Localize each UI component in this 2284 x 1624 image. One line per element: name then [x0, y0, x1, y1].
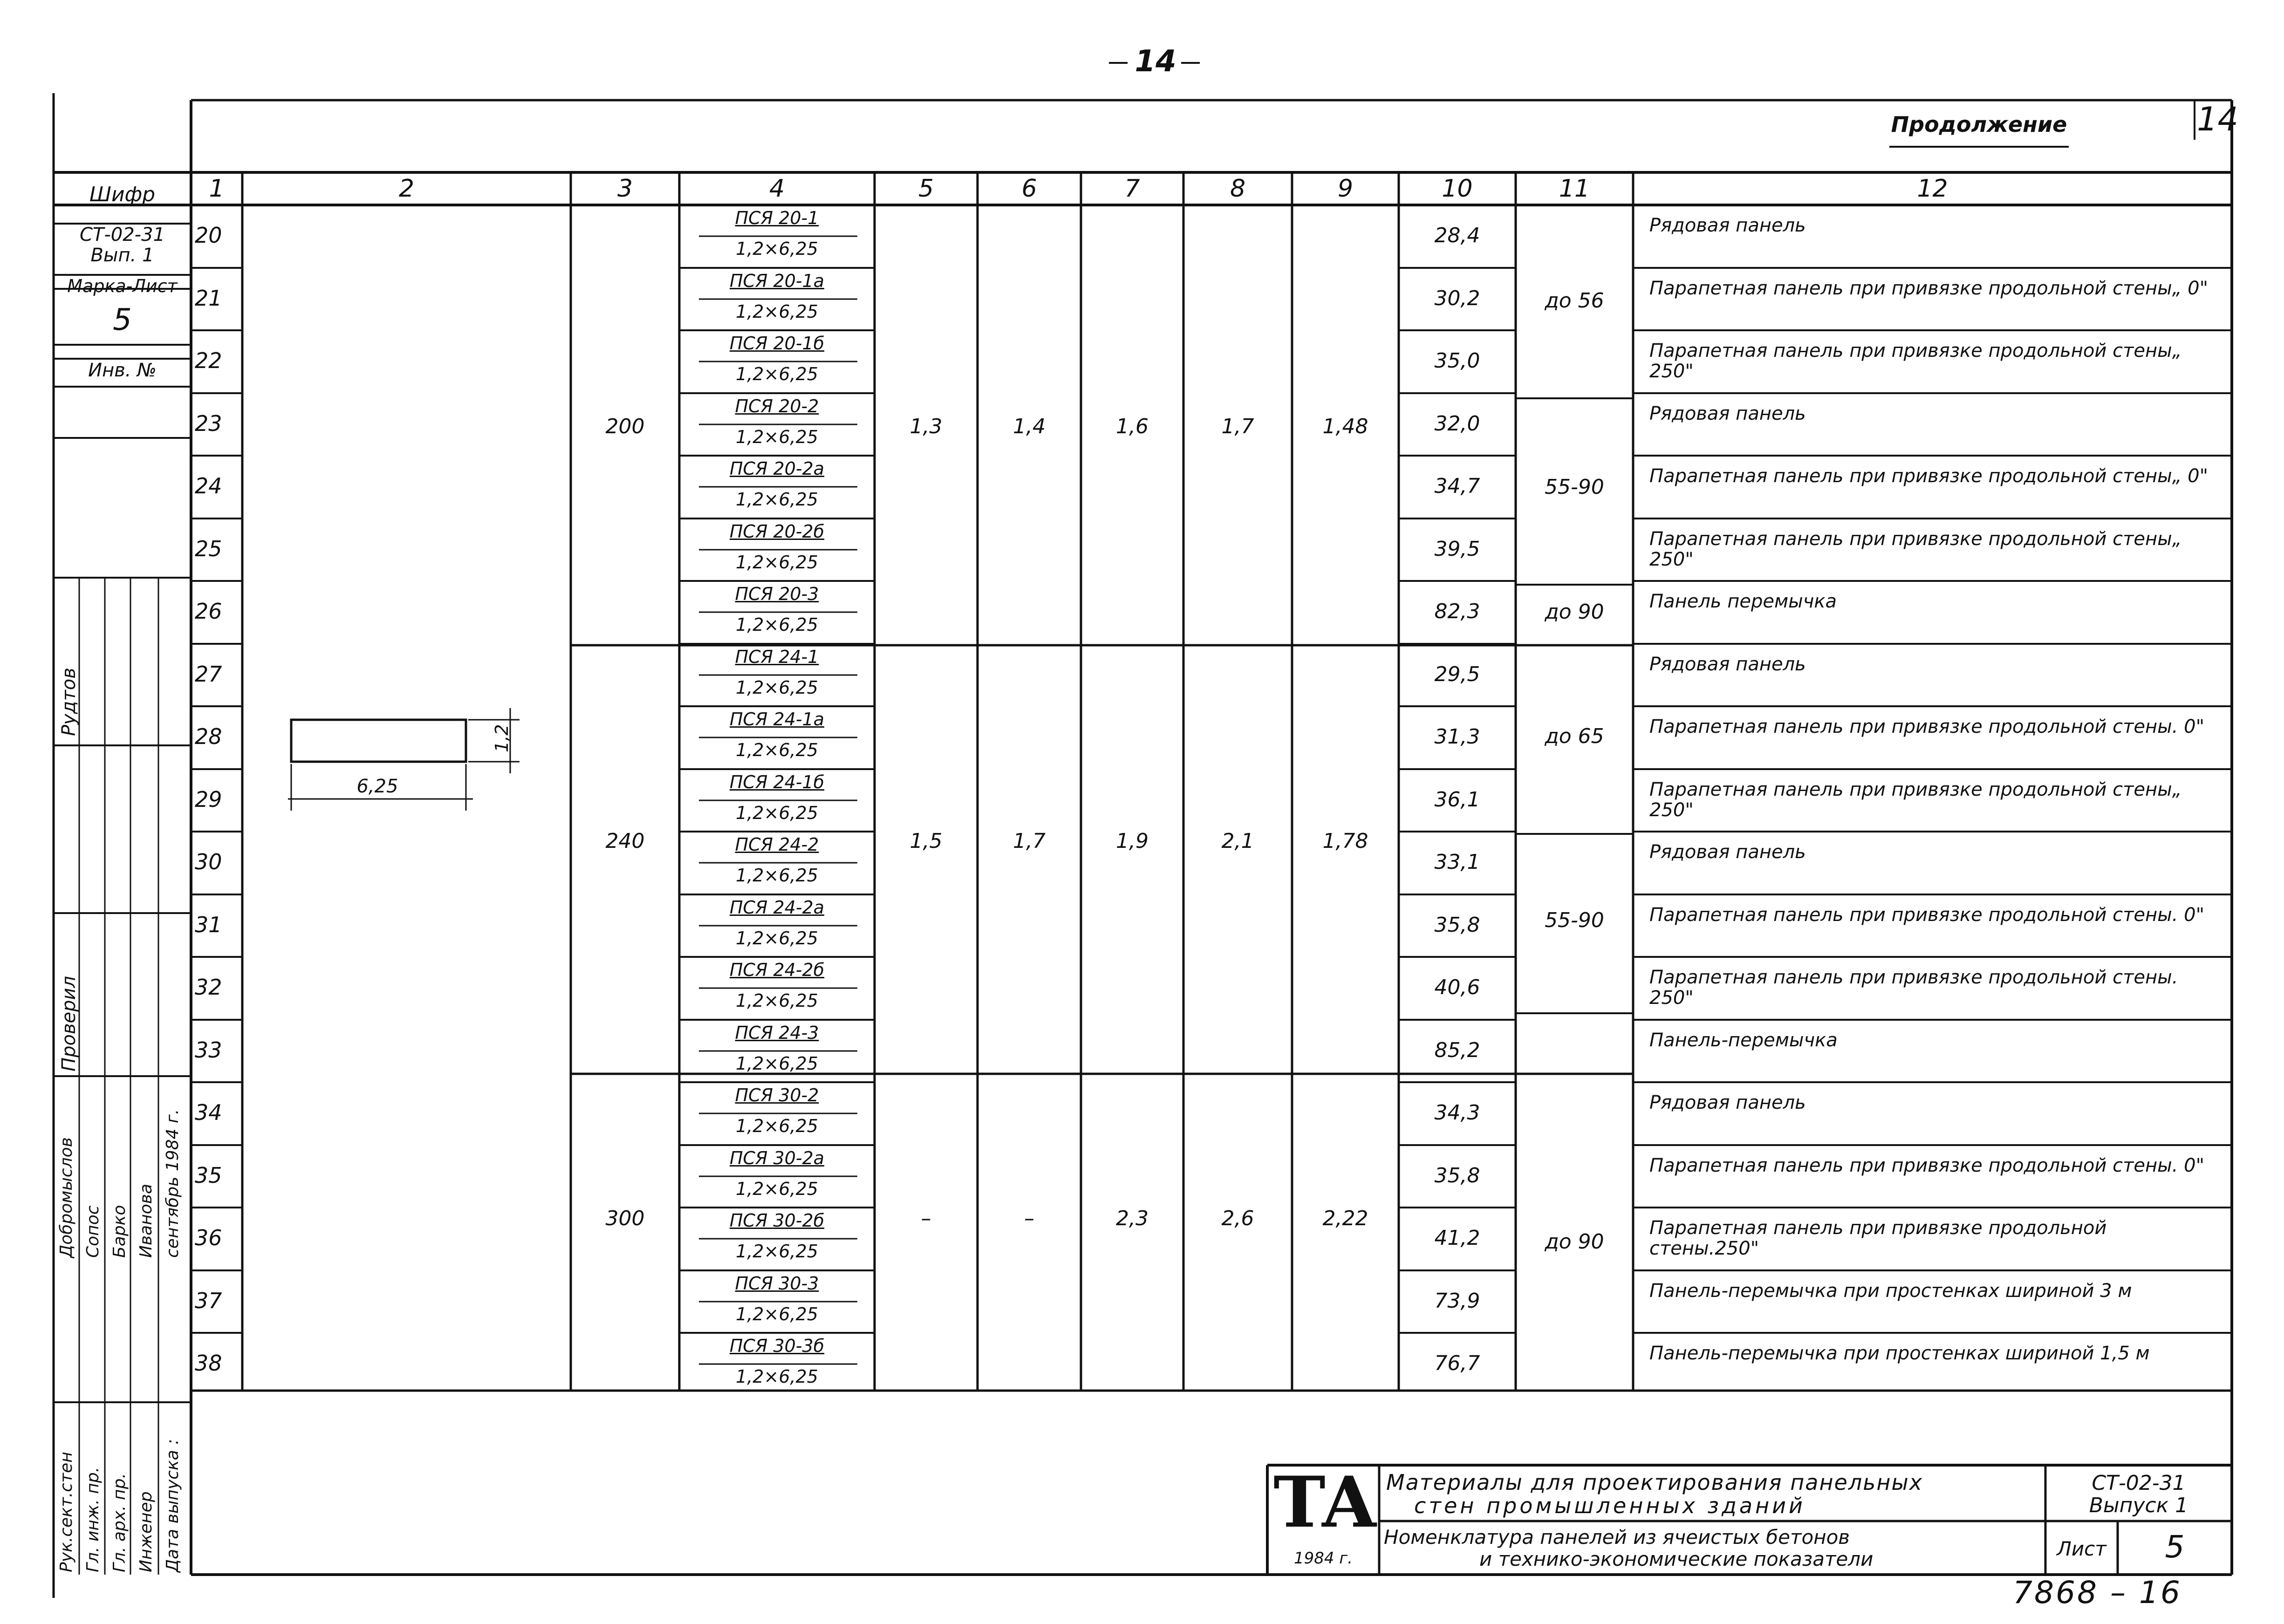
sign-name: сентябрь 1984 г.	[163, 1109, 182, 1258]
mass-value: 35,8	[1434, 913, 1480, 937]
group-value-c5: –	[921, 1207, 931, 1230]
panel-mark: ПСЯ 30-2	[735, 1085, 819, 1105]
row-number: 33	[195, 1037, 222, 1063]
limit-range: до 56	[1545, 289, 1604, 313]
panel-description: Рядовая панель	[1649, 403, 1806, 424]
panel-mark: ПСЯ 24-2	[735, 834, 819, 855]
panel-description: Рядовая панель	[1649, 841, 1806, 863]
panel-mark: ПСЯ 20-1б	[729, 333, 825, 354]
group-value-c9: 1,78	[1322, 829, 1368, 853]
cipher-label: Шифр	[89, 183, 156, 206]
archive-number: 7868 – 16	[2013, 1575, 2182, 1610]
panel-description: Парапетная панель при привязке продольной стены. 250"	[1649, 967, 2178, 1009]
inv-no-label: Инв. №	[88, 360, 157, 381]
panel-description: Панель-перемычка	[1649, 1029, 1838, 1051]
column-header: 9	[1337, 175, 1354, 203]
sign-name: Иванова	[137, 1183, 156, 1258]
panel-mark: ПСЯ 24-1а	[729, 709, 825, 730]
group-value-c9: 1,48	[1322, 415, 1368, 438]
panel-mark: ПСЯ 30-2б	[729, 1210, 825, 1231]
mass-value: 34,7	[1434, 474, 1480, 498]
panel-description: Панель-перемычка при простенках шириной 3 м	[1649, 1280, 2132, 1302]
series-code: СТ-02-31 Вып. 1	[79, 224, 165, 266]
mass-value: 76,7	[1434, 1351, 1480, 1375]
mass-value: 41,2	[1434, 1226, 1480, 1250]
panel-description: Парапетная панель при привязке продольной стены. 0"	[1649, 1154, 2204, 1176]
brand-list-label: Марка-Лист	[67, 276, 178, 296]
sign-role: Рук.сект.стен	[57, 1452, 76, 1572]
panel-description: Парапетная панель при привязке продольной стены. 0"	[1649, 716, 2204, 737]
row-number: 36	[195, 1225, 222, 1250]
sign-role: Инженер	[137, 1491, 156, 1572]
title-line1: Материалы для проектирования панельных	[1386, 1470, 1923, 1495]
panel-description: Парапетная панель при привязке продольной стены. 0"	[1649, 904, 2204, 926]
column-header: 11	[1559, 175, 1590, 203]
group-value-c3: 300	[605, 1207, 645, 1230]
panel-size: 1,2×6,25	[736, 426, 818, 447]
logo: ТА	[1273, 1461, 1373, 1543]
row-number: 20	[195, 223, 222, 248]
mass-value: 30,2	[1434, 286, 1480, 310]
panel-size: 1,2×6,25	[736, 677, 818, 698]
title-code: СТ-02-31 Выпуск 1	[2089, 1471, 2188, 1517]
column-header: 6	[1021, 175, 1037, 203]
group-value-c8: 2,6	[1221, 1207, 1254, 1230]
panel-description: Рядовая панель	[1649, 1092, 1806, 1113]
row-number: 37	[195, 1288, 222, 1313]
panel-mark: ПСЯ 30-2а	[729, 1147, 825, 1168]
column-header: 4	[769, 175, 785, 203]
sign-name: Барко	[110, 1205, 129, 1258]
mass-value: 33,1	[1434, 850, 1480, 874]
panel-mark: ПСЯ 30-3б	[729, 1336, 825, 1356]
limit-range: до 65	[1545, 724, 1604, 748]
row-number: 24	[195, 473, 222, 498]
sketch-height: 1,2	[492, 724, 512, 752]
limit-range: 55-90	[1545, 475, 1604, 499]
mass-value: 31,3	[1434, 725, 1480, 749]
column-header: 8	[1230, 175, 1246, 203]
page-number: 14	[1135, 44, 1176, 79]
mass-value: 40,6	[1434, 976, 1480, 999]
panel-description: Парапетная панель при привязке продольной стены„ 250"	[1649, 340, 2182, 382]
side-name: Проверил	[58, 976, 80, 1071]
group-value-c8: 2,1	[1221, 829, 1254, 853]
group-value-c3: 240	[605, 829, 645, 853]
logo-year: 1984 г.	[1293, 1549, 1353, 1568]
limit-range: 55-90	[1545, 908, 1604, 932]
sign-name: Сопос	[83, 1205, 103, 1258]
panel-description: Панель-перемычка при простенках шириной 1,5 м	[1649, 1343, 2150, 1364]
panel-mark: ПСЯ 20-1	[735, 208, 819, 228]
mass-value: 34,3	[1434, 1101, 1480, 1125]
panel-mark: ПСЯ 20-2а	[729, 458, 825, 479]
group-value-c8: 1,7	[1221, 415, 1254, 438]
panel-description: Парапетная панель при привязке продольной стены„ 0"	[1649, 465, 2209, 487]
panel-description: Парапетная панель при привязке продольной стены„ 250"	[1649, 528, 2182, 570]
group-value-c9: 2,22	[1322, 1207, 1368, 1230]
mass-value: 36,1	[1434, 787, 1480, 812]
panel-size: 1,2×6,25	[736, 928, 818, 948]
row-number: 23	[195, 410, 222, 436]
panel-mark: ПСЯ 24-3	[735, 1022, 819, 1043]
row-number: 34	[195, 1100, 222, 1125]
panel-description: Рядовая панель	[1649, 653, 1806, 675]
row-number: 35	[195, 1162, 222, 1188]
panel-size: 1,2×6,25	[736, 1303, 818, 1324]
panel-mark: ПСЯ 24-1б	[729, 771, 825, 792]
column-header: 7	[1124, 175, 1140, 203]
mass-value: 32,0	[1434, 411, 1480, 436]
sketch-length: 6,25	[356, 776, 398, 797]
continuation-label: Продолжение	[1891, 112, 2067, 137]
row-number: 28	[195, 724, 222, 749]
title-line4: и технико-экономические показатели	[1479, 1548, 1874, 1570]
side-name: Рудтов	[58, 668, 80, 736]
row-number: 26	[195, 599, 222, 624]
row-number: 22	[195, 348, 222, 373]
panel-mark: ПСЯ 24-1	[735, 646, 819, 667]
panel-size: 1,2×6,25	[736, 1053, 818, 1074]
mass-value: 39,5	[1434, 537, 1480, 561]
row-number: 21	[195, 285, 222, 311]
panel-size: 1,2×6,25	[736, 552, 818, 573]
row-number: 29	[195, 786, 222, 812]
limit-range: до 90	[1545, 1230, 1604, 1254]
sign-role: Гл. инж. пр.	[83, 1467, 103, 1572]
mass-value: 35,8	[1434, 1163, 1480, 1187]
panel-description: Панель перемычка	[1649, 591, 1837, 612]
panel-description: Рядовая панель	[1649, 215, 1806, 236]
panel-size: 1,2×6,25	[736, 990, 818, 1011]
title-line2: стен промышленных зданий	[1414, 1493, 1805, 1518]
mass-value: 73,9	[1434, 1289, 1480, 1313]
panel-size: 1,2×6,25	[736, 1241, 818, 1262]
panel-description: Парапетная панель при привязке продольной стены„ 250"	[1649, 778, 2182, 821]
mass-value: 85,2	[1434, 1038, 1480, 1062]
panel-size: 1,2×6,25	[736, 865, 818, 886]
row-number: 32	[195, 975, 222, 1000]
panel-mark: ПСЯ 24-2б	[729, 960, 825, 980]
panel-mark: ПСЯ 20-1а	[729, 270, 825, 291]
column-header: 10	[1442, 175, 1473, 203]
corner-sheet-number: 14	[2197, 100, 2239, 138]
mass-value: 28,4	[1434, 224, 1480, 247]
group-value-c7: 1,6	[1116, 415, 1149, 438]
panel-size: 1,2×6,25	[736, 489, 818, 510]
sign-name: Добромыслов	[57, 1137, 76, 1258]
column-header: 12	[1917, 175, 1948, 203]
panel-mark: ПСЯ 30-3	[735, 1273, 819, 1294]
panel-description: Парапетная панель при привязке продольной стены„ 0"	[1649, 277, 2209, 299]
mass-value: 29,5	[1434, 662, 1480, 686]
mass-value: 35,0	[1434, 349, 1480, 373]
column-header: 5	[918, 175, 934, 203]
panel-mark: ПСЯ 20-2	[735, 396, 819, 416]
row-number: 25	[195, 536, 222, 561]
group-value-c6: –	[1024, 1207, 1034, 1230]
panel-size: 1,2×6,25	[736, 1366, 818, 1387]
group-value-c5: 1,3	[909, 415, 943, 438]
column-header: 2	[398, 175, 415, 203]
group-value-c7: 1,9	[1116, 829, 1149, 853]
panel-size: 1,2×6,25	[736, 802, 818, 823]
panel-size: 1,2×6,25	[736, 614, 818, 635]
row-number: 30	[195, 849, 222, 874]
panel-mark: ПСЯ 20-2б	[729, 521, 825, 542]
brand-list-value: 5	[113, 303, 132, 337]
panel-size: 1,2×6,25	[736, 239, 818, 259]
group-value-c7: 2,3	[1116, 1207, 1149, 1230]
panel-mark: ПСЯ 20-3	[735, 584, 819, 604]
sheet-value: 5	[2165, 1529, 2185, 1565]
panel-description: Парапетная панель при привязке продольной стены.250"	[1649, 1217, 2107, 1259]
row-number: 31	[195, 912, 222, 937]
sign-role: Гл. арх. пр.	[110, 1473, 129, 1572]
sheet-label: Лист	[2057, 1537, 2106, 1560]
mass-value: 82,3	[1434, 600, 1480, 623]
row-number: 38	[195, 1351, 222, 1376]
title-line3: Номенклатура панелей из ячеистых бетонов	[1384, 1526, 1850, 1549]
group-value-c5: 1,5	[909, 829, 943, 853]
limit-range: до 90	[1545, 600, 1604, 624]
sign-role: Дата выпуска :	[163, 1439, 182, 1572]
panel-mark: ПСЯ 24-2а	[729, 897, 825, 918]
panel-size: 1,2×6,25	[736, 1116, 818, 1136]
panel-size: 1,2×6,25	[736, 301, 818, 322]
column-header: 3	[617, 175, 633, 203]
group-value-c6: 1,4	[1013, 415, 1046, 438]
group-value-c3: 200	[605, 415, 645, 438]
panel-size: 1,2×6,25	[736, 740, 818, 760]
row-number: 27	[195, 661, 222, 687]
column-header: 1	[209, 175, 225, 203]
group-value-c6: 1,7	[1013, 829, 1046, 853]
panel-size: 1,2×6,25	[736, 1178, 818, 1199]
panel-size: 1,2×6,25	[736, 364, 818, 384]
